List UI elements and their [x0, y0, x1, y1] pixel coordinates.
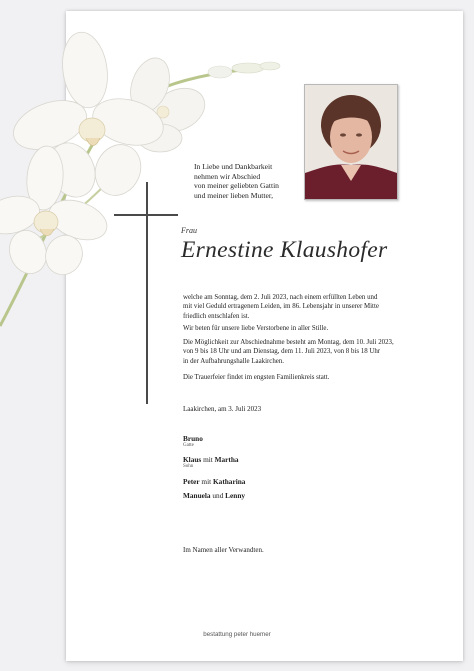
- mourner-row: [183, 455, 239, 464]
- funeral-home-footer: bestattung peter huemer: [203, 631, 271, 638]
- mourner-row: [183, 491, 245, 500]
- cross-horizontal-bar: [114, 214, 178, 216]
- mourner-name: Klaus: [183, 455, 202, 464]
- mourner-role: Sohn: [183, 464, 194, 469]
- portrait-photo: [304, 84, 398, 200]
- announcement-paragraph: welche am Sonntag, dem 2. Juli 2023, nach einem erfüllten Leben und mit viel Geduld ertragenem Leiden, im 86. Lebensjahr in unserer Mitte friedlich entschlafen ist.: [183, 294, 379, 320]
- mourner-partner: Lenny: [225, 491, 246, 500]
- mourner-name: Manuela: [183, 491, 211, 500]
- place-date: Laakirchen, am 3. Juli 2023: [183, 405, 262, 413]
- mourner-role: Gatte: [183, 443, 194, 448]
- mourner-joiner: mit: [201, 455, 215, 464]
- intro-text: In Liebe und Dankbarkeit nehmen wir Abschied von meiner geliebten Gattin und meiner lieben Mutter,: [194, 162, 279, 200]
- mourner-row: [183, 477, 245, 486]
- mourner-partner: Katharina: [213, 477, 246, 486]
- mourner-name: Peter: [183, 477, 200, 486]
- ceremony-paragraph: Die Trauerfeier findet im engsten Familienkreis statt.: [183, 374, 330, 381]
- deceased-name: Ernestine Klaushofer: [181, 237, 388, 263]
- prayer-paragraph: Wir beten für unsere liebe Verstorbene in aller Stille.: [183, 325, 329, 332]
- closing-line: Im Namen aller Verwandten.: [183, 546, 264, 554]
- name-prefix: Frau: [181, 226, 197, 235]
- mourner-row: [183, 434, 203, 443]
- mourner-name: Bruno: [183, 434, 203, 443]
- mourner-partner: Martha: [214, 455, 239, 464]
- farewell-paragraph: Die Möglichkeit zur Abschiednahme besteht am Montag, dem 10. Juli 2023, von 9 bis 18 Uhr und am Dienstag, dem 11. Juli 2023, von 8 bis 18 Uhr in der Aufbahrungshalle Laakirchen.: [183, 339, 394, 365]
- mourner-joiner: und: [210, 491, 226, 500]
- mourner-joiner: mit: [199, 477, 213, 486]
